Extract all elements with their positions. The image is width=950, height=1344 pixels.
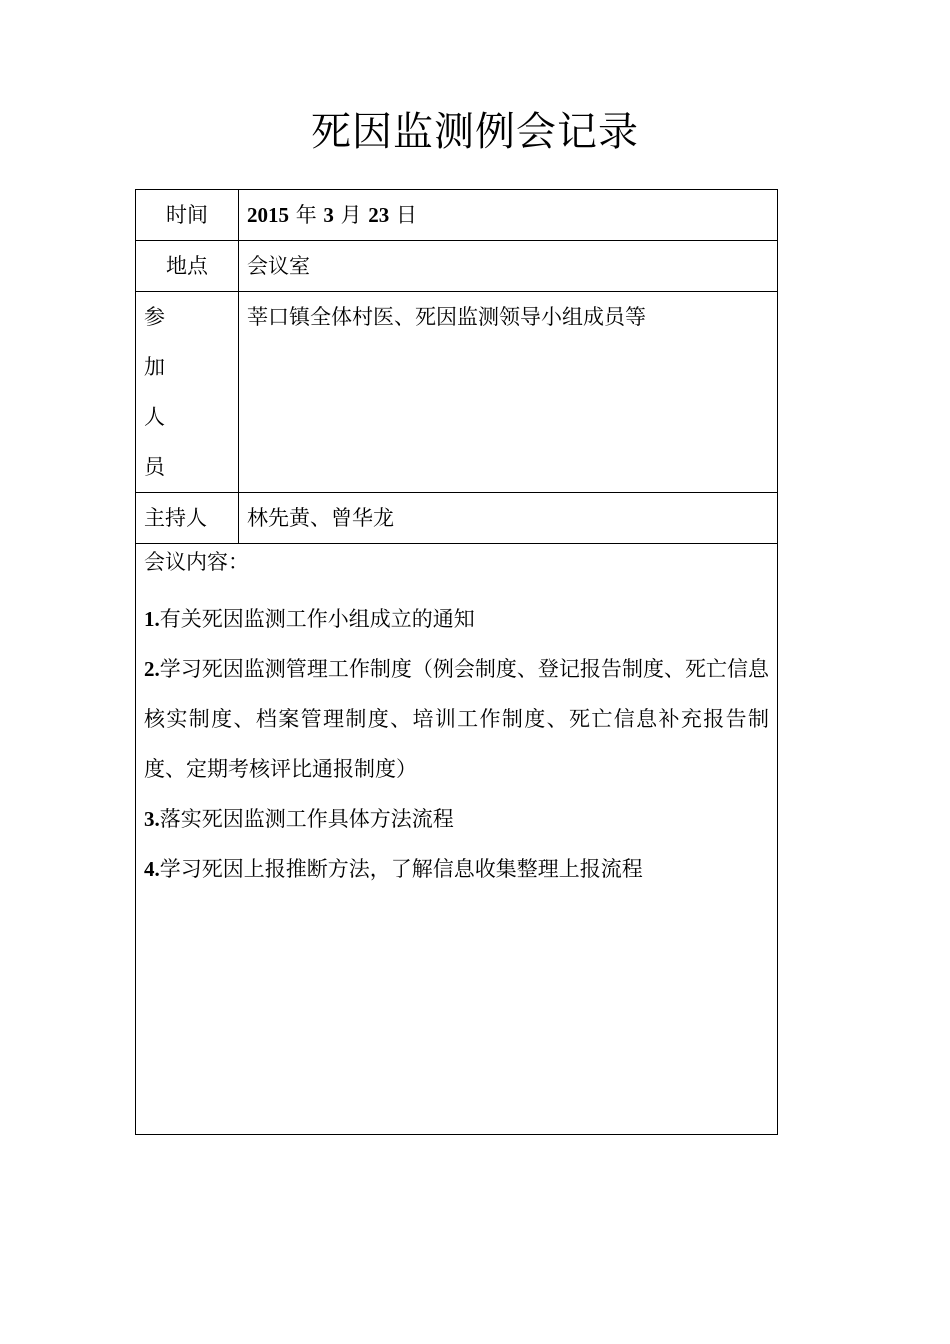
host-value-cell bbox=[239, 493, 778, 544]
host-value: 林先黄、曾华龙 bbox=[247, 506, 394, 530]
date-year-unit: 年 bbox=[295, 203, 317, 227]
place-label-cell bbox=[136, 241, 239, 292]
content-item-text: 落实死因监测工作具体方法流程 bbox=[159, 807, 454, 831]
content-item-number: 4. bbox=[144, 857, 160, 881]
page-title: 死因监测例会记录 bbox=[311, 109, 639, 155]
content-cell bbox=[136, 544, 778, 1135]
attendees-value-cell bbox=[239, 292, 778, 493]
content-item-text: 学习死因上报推断方法，了解信息收集整理上报流程 bbox=[159, 857, 643, 881]
meeting-date bbox=[247, 190, 769, 240]
host-label: 主持人 bbox=[144, 506, 207, 530]
content-item-number: 3. bbox=[144, 807, 160, 831]
attendees-label-line1: 参 加 人 bbox=[144, 305, 179, 429]
attendees-label-cell bbox=[136, 292, 239, 493]
content-item-4 bbox=[144, 844, 769, 894]
place-row bbox=[136, 241, 778, 292]
date-year: 2015 bbox=[247, 203, 289, 227]
date-month-unit: 月 bbox=[340, 203, 362, 227]
content-item-2 bbox=[144, 644, 769, 794]
time-label-cell bbox=[136, 190, 239, 241]
date-month: 3 bbox=[323, 203, 334, 227]
content-item-number: 1. bbox=[144, 607, 160, 631]
content-item-1 bbox=[144, 594, 769, 644]
attendees-label-line2: 员 bbox=[144, 455, 165, 479]
time-label: 时间 bbox=[166, 203, 208, 227]
meeting-record-table bbox=[135, 189, 778, 1135]
attendees-row bbox=[136, 292, 778, 493]
content-item-3 bbox=[144, 794, 769, 844]
date-day-unit: 日 bbox=[395, 203, 417, 227]
place-value-cell bbox=[239, 241, 778, 292]
place-value: 会议室 bbox=[247, 254, 310, 278]
content-heading: 会议内容： bbox=[144, 550, 249, 574]
host-row bbox=[136, 493, 778, 544]
content-item-text: 学习死因监测管理工作制度（例会制度、登记报告制度、死亡信息核实制度、档案管理制度、培训工作制度、死亡信息补充报告制度、定期考核评比通报制度） bbox=[144, 657, 769, 781]
host-label-cell bbox=[136, 493, 239, 544]
place-label: 地点 bbox=[166, 254, 208, 278]
content-item-text: 有关死因监测工作小组成立的通知 bbox=[159, 607, 475, 631]
time-value-cell bbox=[239, 190, 778, 241]
content-row bbox=[136, 544, 778, 1135]
date-day: 23 bbox=[368, 203, 390, 227]
time-row bbox=[136, 190, 778, 241]
attendees-value: 莘口镇全体村医、死因监测领导小组成员等 bbox=[247, 305, 646, 329]
content-item-number: 2. bbox=[144, 657, 160, 681]
